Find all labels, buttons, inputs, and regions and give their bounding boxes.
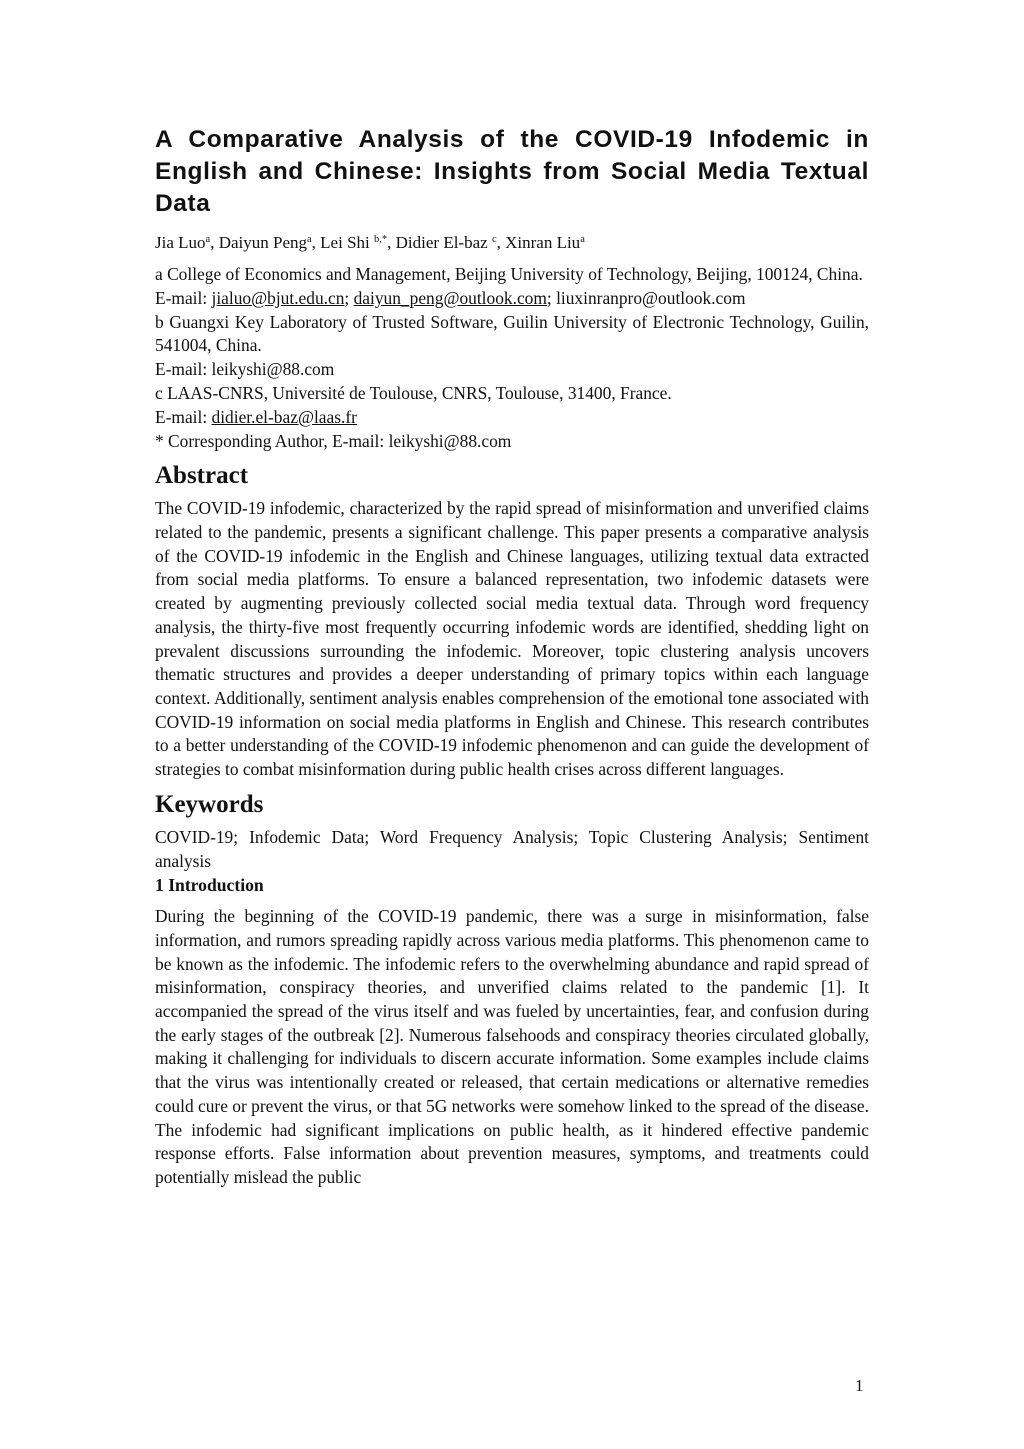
- email-label: E-mail:: [155, 406, 212, 427]
- author-mark: a: [205, 234, 211, 246]
- author-name: Daiyun Peng: [218, 233, 307, 252]
- author-mark: c: [491, 234, 497, 246]
- keywords-text: COVID-19; Infodemic Data; Word Frequency Analysis; Topic Clustering Analysis; Sentiment analysis: [155, 826, 869, 871]
- affiliation-a: a College of Economics and Management, Beijing University of Technology, Beijing, 100124, China.: [155, 264, 863, 284]
- abstract-text: The COVID-19 infodemic, characterized by the rapid spread of misinformation and unverified claims related to the pandemic, presents a significant challenge. This paper presents a comparative analysis of the COVID-19 infodemic in the English and Chinese languages, utilizing textual data extracted from social media platforms. To ensure a balanced representation, two infodemic datasets were created by augmenting previously collected social media textual data. Through word frequency analysis, the thirty-five most frequently occurring infodemic words are identified, shedding light on prevalent discussions surrounding the infodemic. Moreover, topic clustering analysis uncovers thematic structures and provides a deeper understanding of primary topics within each language context. Additionally, sentiment analysis enables comprehension of the emotional tone associated with COVID-19 information on social media platforms in English and Chinese. This research contributes to a better understanding of the COVID-19 infodemic phenomenon and can guide the development of strategies to combat misinformation during public health crises across different languages.: [155, 498, 869, 780]
- page-number: 1: [855, 1376, 864, 1395]
- author-mark: b,*: [374, 234, 388, 246]
- author-list: Jia Luo$^a$, Daiyun Peng$^a$, Lei Shi $^{b,*}$, Didier El-baz $^c$, Xinran Liu$^a$: [155, 233, 585, 252]
- author-name: Jia Luo: [155, 233, 206, 252]
- affiliation-b-email: E-mail: leikyshi@88.com: [155, 359, 335, 380]
- affiliation-b: b Guangxi Key Laboratory of Trusted Software, Guilin University of Electronic Technology, Guilin, 541004, China.: [155, 311, 869, 356]
- abstract-heading: Abstract: [155, 462, 249, 490]
- author-mark: a: [580, 234, 585, 246]
- author-name: Lei Shi: [320, 233, 370, 252]
- author-name: Didier El-baz: [395, 233, 488, 252]
- paper-title: A Comparative Analysis of the COVID-19 Infodemic in English and Chinese: Insights from Social Media Textual Data: [155, 126, 869, 217]
- email-text: liuxinranpro@outlook.com: [556, 287, 746, 308]
- email-link[interactable]: didier.el-baz@laas.fr: [211, 406, 357, 427]
- keywords-heading: Keywords: [155, 790, 264, 818]
- email-label: E-mail:: [155, 287, 212, 308]
- corresponding-author: * Corresponding Author, E-mail: leikyshi@88.com: [155, 430, 512, 451]
- introduction-text: During the beginning of the COVID-19 pandemic, there was a surge in misinformation, false information, and rumors spreading rapidly across various media platforms. This phenomenon came to be known as the infodemic. The infodemic refers to the overwhelming abundance and rapid spread of misinformation, conspiracy theories, and unverified claims related to the pandemic [1]. It accompanied the spread of the virus itself and was fueled by uncertainties, fear, and confusion during the early stages of the outbreak [2]. Numerous falsehoods and conspiracy theories circulated globally, making it challenging for individuals to discern accurate information. Some examples include claims that the virus was intentionally created or released, that certain medications or alternative remedies could cure or prevent the virus, or that 5G networks were somehow linked to the spread of the disease. The infodemic had significant implications on public health, as it hindered effective pandemic response efforts. False information about prevention measures, symptoms, and treatments could potentially mislead the public: [155, 906, 869, 1187]
- affiliation-a-emails: E-mail: jialuo@bjut.edu.cn; daiyun_peng@outlook.com; liuxinranpro@outlook.com: [155, 287, 746, 308]
- affiliation-c-email: [155, 406, 869, 430]
- author-name: Xinran Liu: [505, 233, 581, 252]
- affiliation-c: c LAAS-CNRS, Université de Toulouse, CNRS, Toulouse, 31400, France.: [155, 382, 672, 403]
- email-link[interactable]: daiyun_peng@outlook.com: [353, 287, 547, 308]
- email-link[interactable]: jialuo@bjut.edu.cn: [211, 287, 345, 308]
- author-mark: a: [307, 234, 312, 246]
- introduction-heading: 1 Introduction: [155, 875, 264, 896]
- affiliations: [155, 263, 869, 453]
